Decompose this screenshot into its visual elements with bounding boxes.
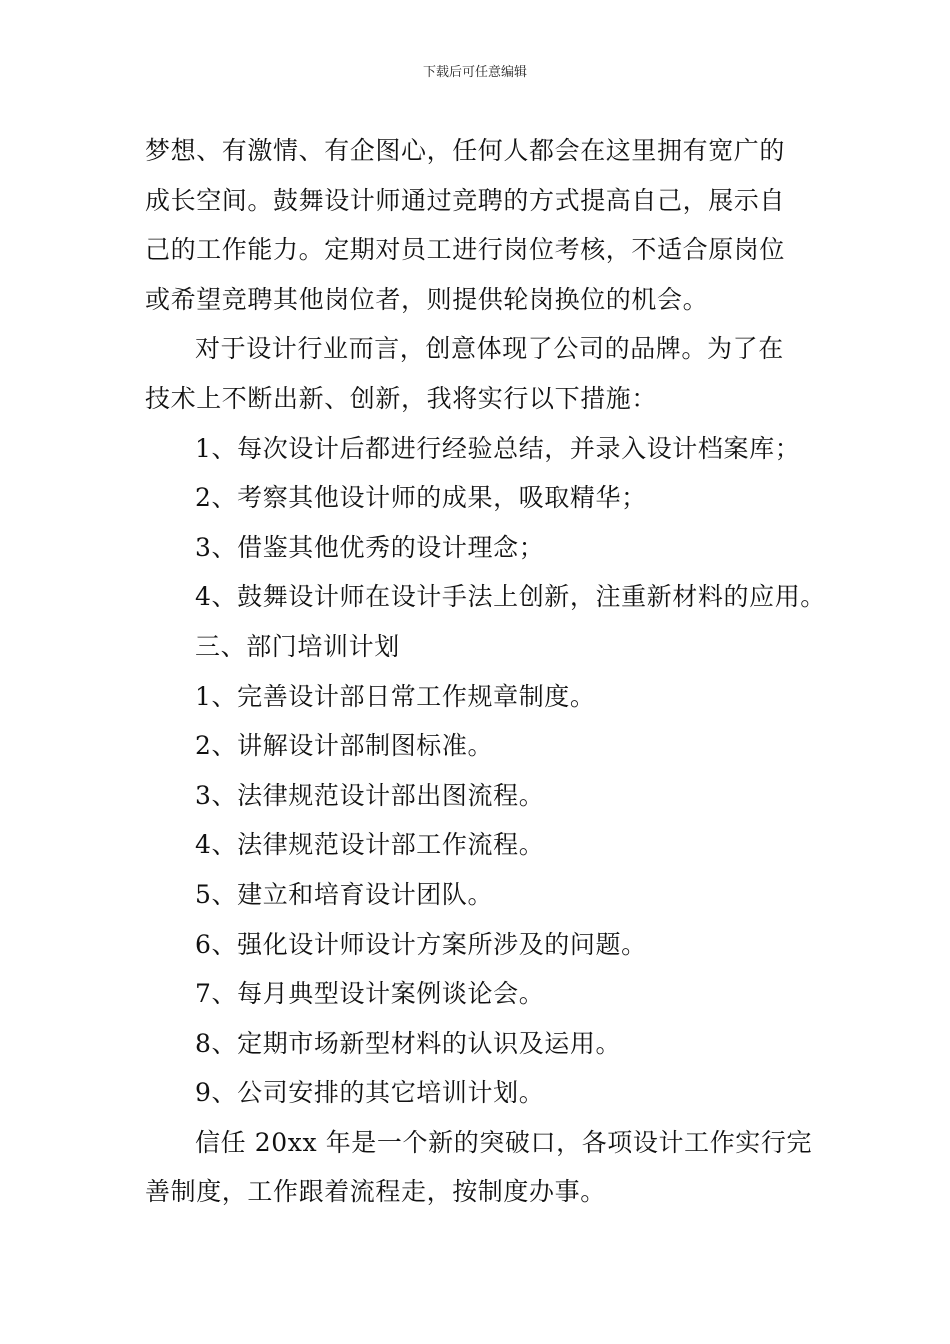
paragraph-line: 梦想、有激情、有企图心，任何人都会在这里拥有宽广的	[145, 136, 786, 165]
paragraph-line: 己的工作能力。定期对员工进行岗位考核，不适合原岗位	[145, 235, 786, 265]
paragraph-line: 信任 20xx 年是一个新的突破口，各项设计工作实行完	[195, 1127, 813, 1157]
paragraph-line: 善制度，工作跟着流程走，按制度办事。	[145, 1177, 606, 1207]
document-body	[145, 126, 826, 1217]
list-item: 9、公司安排的其它培训计划。	[195, 1078, 545, 1108]
paragraph-line: 成长空间。鼓舞设计师通过竞聘的方式提高自己，展示自	[145, 185, 786, 215]
list-item: 2、讲解设计部制图标准。	[195, 731, 494, 761]
list-item: 3、借鉴其他优秀的设计理念；	[195, 532, 545, 562]
paragraph-line: 对于设计行业而言，创意体现了公司的品牌。为了在	[195, 334, 784, 364]
list-item: 4、法律规范设计部工作流程。	[195, 830, 545, 860]
list-item: 1、完善设计部日常工作规章制度。	[195, 681, 596, 711]
list-item: 1、每次设计后都进行经验总结，并录入设计档案库；	[195, 433, 801, 463]
paragraph-line: 或希望竞聘其他岗位者，则提供轮岗换位的机会。	[145, 284, 709, 314]
page-header: 下载后可任意编辑	[422, 65, 527, 80]
paragraph-line: 技术上不断出新、创新，我将实行以下措施：	[145, 383, 658, 413]
list-item: 8、定期市场新型材料的认识及运用。	[195, 1028, 622, 1058]
list-item: 3、法律规范设计部出图流程。	[195, 780, 545, 810]
section-heading: 三、部门培训计划	[195, 631, 400, 661]
list-item: 2、考察其他设计师的成果，吸取精华；	[195, 483, 647, 513]
list-item: 5、建立和培育设计团队。	[195, 879, 494, 909]
list-item: 6、强化设计师设计方案所涉及的问题。	[195, 929, 647, 959]
list-item: 4、鼓舞设计师在设计手法上创新，注重新材料的应用。	[195, 582, 826, 612]
list-item: 7、每月典型设计案例谈论会。	[195, 979, 545, 1009]
